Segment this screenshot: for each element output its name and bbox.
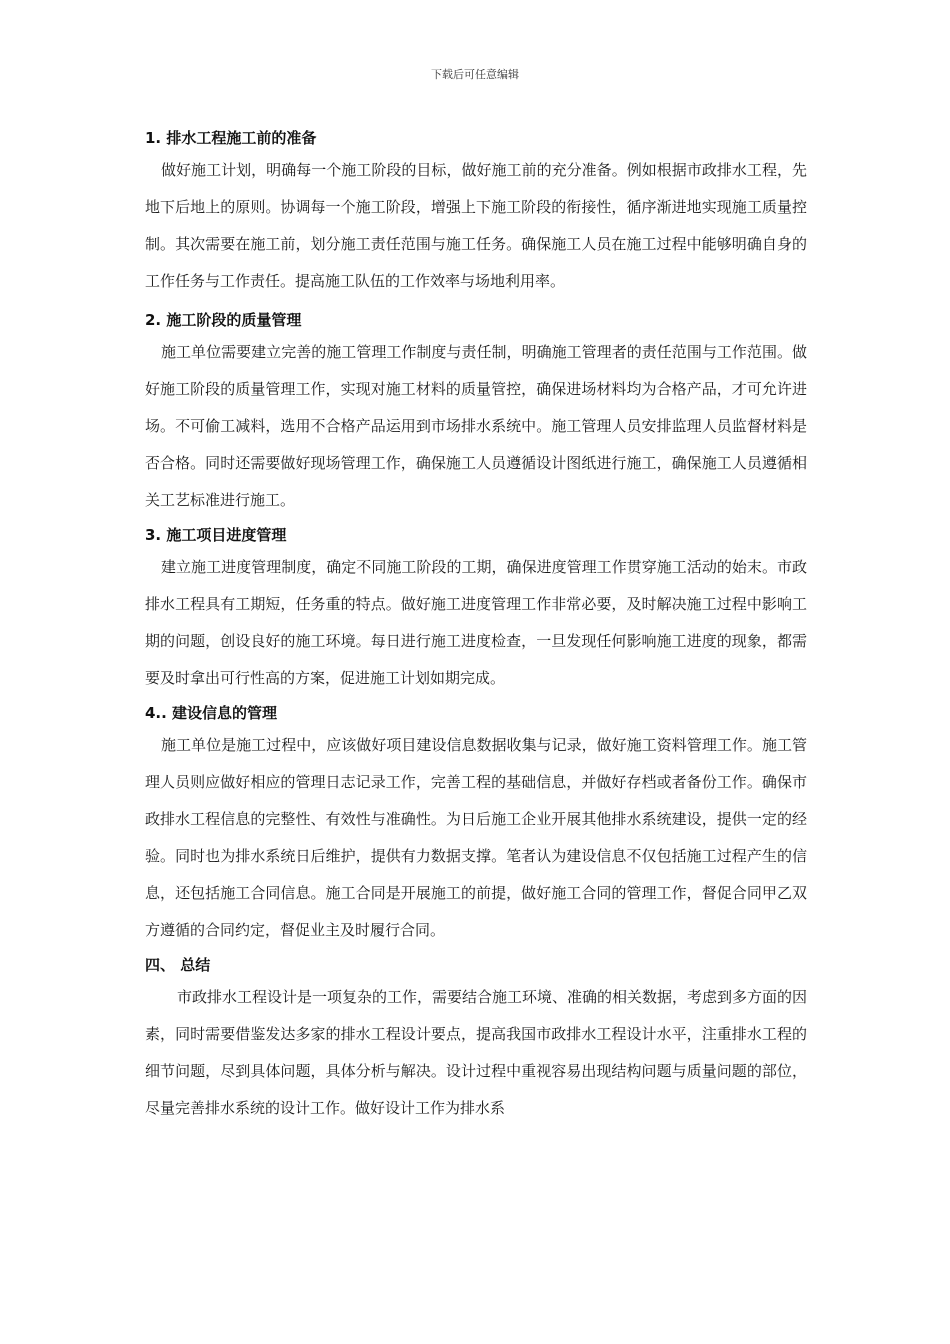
section-paragraph-3: 建立施工进度管理制度，确定不同施工阶段的工期，确保进度管理工作贯穿施工活动的始末。市政排水工程具有工期短，任务重的特点。做好施工进度管理工作非常必要，及时解决施工过程中影响工期的问题，创设良好的施工环境。每日进行施工进度检查，一旦发现任何影响施工进度的现象，都需要及时拿出可行性高的方案，促进施工计划如期完成。 [145,558,807,687]
section-heading-4: 4.. 建设信息的管理 [145,704,278,722]
section-paragraph-4: 施工单位是施工过程中，应该做好项目建设信息数据收集与记录，做好施工资料管理工作。施工管理人员则应做好相应的管理日志记录工作，完善工程的基础信息，并做好存档或者备份工作。确保市政排水工程信息的完整性、有效性与准确性。为日后施工企业开展其他排水系统建设，提供一定的经验。同时也为排水系统日后维护，提供有力数据支撑。笔者认为建设信息不仅包括施工过程产生的信息，还包括施工合同信息。施工合同是开展施工的前提，做好施工合同的管理工作，督促合同甲乙双方遵循的合同约定，督促业主及时履行合同。 [145,736,807,939]
section-paragraph-2: 施工单位需要建立完善的施工管理工作制度与责任制，明确施工管理者的责任范围与工作范围。做好施工阶段的质量管理工作，实现对施工材料的质量管控，确保进场材料均为合格产品，才可允许进场。不可偷工减料，选用不合格产品运用到市场排水系统中。施工管理人员安排监理人员监督材料是否合格。同时还需要做好现场管理工作，确保施工人员遵循设计图纸进行施工，确保施工人员遵循相关工艺标准进行施工。 [145,343,807,509]
page-header: 下载后可任意编辑 [431,68,519,81]
section-heading-1: 1. 排水工程施工前的准备 [145,129,317,147]
section-paragraph-1: 做好施工计划，明确每一个施工阶段的目标，做好施工前的充分准备。例如根据市政排水工程，先地下后地上的原则。协调每一个施工阶段，增强上下施工阶段的衔接性，循序渐进地实现施工质量控制。其次需要在施工前，划分施工责任范围与施工任务。确保施工人员在施工过程中能够明确自身的工作任务与工作责任。提高施工队伍的工作效率与场地利用率。 [145,161,807,290]
section-heading-3: 3. 施工项目进度管理 [145,526,287,544]
section-heading-summary: 四、 总结 [145,956,211,974]
section-paragraph-summary: 市政排水工程设计是一项复杂的工作，需要结合施工环境、准确的相关数据，考虑到多方面的因素，同时需要借鉴发达多家的排水工程设计要点，提高我国市政排水工程设计水平，注重排水工程的细节问题，尽到具体问题，具体分析与解决。设计过程中重视容易出现结构问题与质量问题的部位，尽量完善排水系统的设计工作。做好设计工作为排水系 [145,988,808,1117]
document-body [145,124,807,1127]
section-heading-2: 2. 施工阶段的质量管理 [145,311,302,329]
